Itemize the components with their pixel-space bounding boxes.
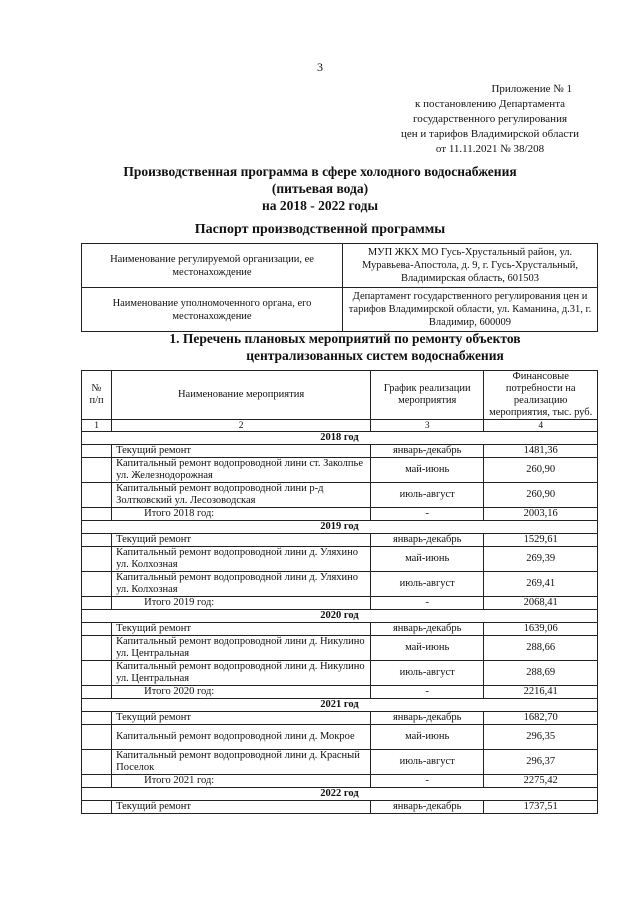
- row-amount: 288,66: [484, 636, 598, 661]
- row-name: Капитальный ремонт водопроводной лини р-д Золтковский ул. Лесозоводская: [112, 483, 371, 508]
- row-schedule: январь-декабрь: [371, 445, 484, 458]
- row-amount: 260,90: [484, 458, 598, 483]
- passport-value: МУП ЖКХ МО Гусь-Хрустальный район, ул. Муравьева-Апостола, д. 9, г. Гусь-Хрустальный, Владимирская область, 601503: [343, 244, 598, 288]
- row-name: Капитальный ремонт водопроводной лини д. Уляхино ул. Колхозная: [112, 547, 371, 572]
- row-number: [82, 572, 112, 597]
- row-name: Капитальный ремонт водопроводной лини д. Уляхино ул. Колхозная: [112, 572, 371, 597]
- row-number: [82, 661, 112, 686]
- row-amount: 296,37: [484, 750, 598, 775]
- appendix-line: к постановлению Департамента: [414, 98, 566, 110]
- table-row: [82, 572, 598, 597]
- row-number: [82, 636, 112, 661]
- works-table: [81, 370, 598, 814]
- passport-title: Паспорт производственной программы: [194, 222, 446, 237]
- total-amount: 2275,42: [484, 775, 598, 788]
- total-amount: 2068,41: [484, 597, 598, 610]
- column-number: 2: [112, 420, 371, 432]
- appendix-line: цен и тарифов Владимирской области: [401, 128, 579, 140]
- row-number: [82, 458, 112, 483]
- section-title: [0, 330, 640, 364]
- year-row: [82, 521, 598, 534]
- table-row: [82, 483, 598, 508]
- row-schedule: январь-декабрь: [371, 712, 484, 725]
- title-line: (питьевая вода): [271, 181, 369, 196]
- table-row: [82, 534, 598, 547]
- column-number: 4: [484, 420, 598, 432]
- row-name: Капитальный ремонт водопроводной лини д. Мокрое: [112, 725, 371, 750]
- total-schedule: -: [371, 775, 484, 788]
- row-name: Текущий ремонт: [112, 712, 371, 725]
- row-number: [82, 712, 112, 725]
- table-row: [82, 712, 598, 725]
- header-number: № п/п: [82, 371, 112, 420]
- row-number: [82, 623, 112, 636]
- total-row: [82, 686, 598, 699]
- row-schedule: май-июнь: [371, 636, 484, 661]
- document-title: [0, 163, 640, 214]
- passport-row: [82, 288, 598, 332]
- row-schedule: июль-август: [371, 483, 484, 508]
- table-header-row: [82, 371, 598, 420]
- year-label: 2022 год: [82, 788, 598, 801]
- row-schedule: январь-декабрь: [371, 801, 484, 814]
- row-number: [82, 775, 112, 788]
- row-number: [82, 750, 112, 775]
- row-name: Текущий ремонт: [112, 534, 371, 547]
- row-amount: 1682,70: [484, 712, 598, 725]
- year-label: 2021 год: [82, 699, 598, 712]
- appendix-line: Приложение № 1: [491, 83, 572, 95]
- total-row: [82, 597, 598, 610]
- row-schedule: май-июнь: [371, 458, 484, 483]
- passport-label: Наименование регулируемой организации, ее местонахождение: [82, 244, 343, 288]
- header-schedule: График реализации мероприятия: [371, 371, 484, 420]
- year-row: [82, 788, 598, 801]
- year-label: 2020 год: [82, 610, 598, 623]
- table-row: [82, 636, 598, 661]
- year-row: [82, 610, 598, 623]
- column-number: 3: [371, 420, 484, 432]
- total-schedule: -: [371, 508, 484, 521]
- column-number: 1: [82, 420, 112, 432]
- section-title-line: 1. Перечень плановых мероприятий по ремонту объектов: [169, 331, 521, 346]
- year-row: [82, 432, 598, 445]
- row-name: Текущий ремонт: [112, 445, 371, 458]
- row-number: [82, 547, 112, 572]
- row-amount: 1639,06: [484, 623, 598, 636]
- table-row: [82, 661, 598, 686]
- appendix-line: от 11.11.2021 № 38/208: [435, 143, 545, 155]
- total-row: [82, 775, 598, 788]
- total-label: Итого 2021 год:: [112, 775, 371, 788]
- title-line: Производственная программа в сфере холодного водоснабжения: [123, 164, 517, 179]
- row-schedule: январь-декабрь: [371, 623, 484, 636]
- total-amount: 2003,16: [484, 508, 598, 521]
- table-row: [82, 445, 598, 458]
- row-number: [82, 445, 112, 458]
- section-title-line: централизованных систем водоснабжения: [246, 348, 504, 363]
- appendix-block: [360, 82, 620, 157]
- row-amount: 296,35: [484, 725, 598, 750]
- header-name: Наименование мероприятия: [112, 371, 371, 420]
- header-finance: Финансовые потребности на реализацию мероприятия, тыс. руб.: [484, 371, 598, 420]
- row-schedule: май-июнь: [371, 725, 484, 750]
- row-schedule: июль-август: [371, 661, 484, 686]
- year-label: 2019 год: [82, 521, 598, 534]
- total-label: Итого 2019 год:: [112, 597, 371, 610]
- title-line: на 2018 - 2022 годы: [261, 198, 379, 213]
- row-number: [82, 725, 112, 750]
- row-amount: 260,90: [484, 483, 598, 508]
- row-amount: 269,41: [484, 572, 598, 597]
- row-name: Текущий ремонт: [112, 801, 371, 814]
- row-number: [82, 483, 112, 508]
- row-name: Капитальный ремонт водопроводной лини ст. Заколпье ул. Железнодорожная: [112, 458, 371, 483]
- passport-value: Департамент государственного регулирования цен и тарифов Владимирской области, ул. Каманина, д.31, г. Владимир, 600009: [343, 288, 598, 332]
- row-name: Капитальный ремонт водопроводной лини д. Никулино ул. Центральная: [112, 636, 371, 661]
- row-amount: 1529,61: [484, 534, 598, 547]
- table-row: [82, 725, 598, 750]
- row-schedule: май-июнь: [371, 547, 484, 572]
- row-number: [82, 597, 112, 610]
- row-number: [82, 686, 112, 699]
- table-row: [82, 750, 598, 775]
- total-label: Итого 2018 год:: [112, 508, 371, 521]
- passport-table: [81, 243, 598, 332]
- row-number: [82, 534, 112, 547]
- row-amount: 1737,51: [484, 801, 598, 814]
- row-amount: 269,39: [484, 547, 598, 572]
- row-schedule: июль-август: [371, 572, 484, 597]
- row-name: Капитальный ремонт водопроводной лини д. Никулино ул. Центральная: [112, 661, 371, 686]
- total-label: Итого 2020 год:: [112, 686, 371, 699]
- row-number: [82, 801, 112, 814]
- total-row: [82, 508, 598, 521]
- row-amount: 288,69: [484, 661, 598, 686]
- passport-row: [82, 244, 598, 288]
- appendix-line: государственного регулирования: [412, 113, 568, 125]
- total-schedule: -: [371, 686, 484, 699]
- table-row: [82, 801, 598, 814]
- row-amount: 1481,36: [484, 445, 598, 458]
- total-schedule: -: [371, 597, 484, 610]
- year-row: [82, 699, 598, 712]
- total-amount: 2216,41: [484, 686, 598, 699]
- row-name: Капитальный ремонт водопроводной лини д. Красный Поселок: [112, 750, 371, 775]
- table-row: [82, 623, 598, 636]
- passport-label: Наименование уполномоченного органа, его местонахождение: [82, 288, 343, 332]
- year-label: 2018 год: [82, 432, 598, 445]
- row-number: [82, 508, 112, 521]
- table-row: [82, 458, 598, 483]
- page-number: 3: [317, 60, 323, 74]
- table-row: [82, 547, 598, 572]
- row-schedule: июль-август: [371, 750, 484, 775]
- row-schedule: январь-декабрь: [371, 534, 484, 547]
- row-name: Текущий ремонт: [112, 623, 371, 636]
- column-number-row: [82, 420, 598, 432]
